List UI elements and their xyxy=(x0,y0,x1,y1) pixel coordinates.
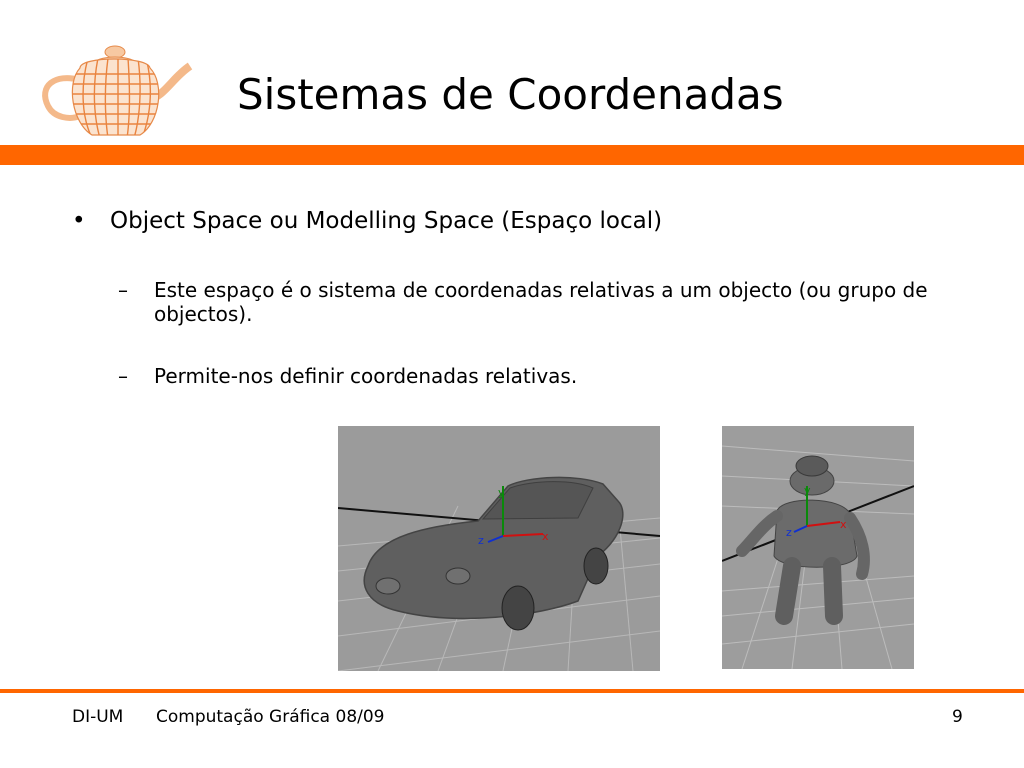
slide-title: Sistemas de Coordenadas xyxy=(237,70,784,119)
page-number: 9 xyxy=(952,707,963,727)
car-object-space-image xyxy=(338,426,660,671)
bullet-mark: • xyxy=(72,208,86,234)
car-z-axis-label: z xyxy=(478,534,484,547)
footer-organization: DI-UM xyxy=(72,707,124,727)
main-bullet-text: Object Space ou Modelling Space (Espaço local) xyxy=(110,208,663,234)
character-z-axis-label: z xyxy=(786,526,792,539)
sub-bullet-mark: – xyxy=(118,364,128,388)
footer-divider-bar xyxy=(0,689,1024,693)
character-object-space-image xyxy=(722,426,914,669)
footer-course: Computação Gráfica 08/09 xyxy=(156,707,385,727)
car-x-axis-label: x xyxy=(542,530,549,543)
teapot-wireframe-icon xyxy=(30,38,205,143)
sub-bullet-text: Permite-nos definir coordenadas relativas. xyxy=(154,364,578,388)
character-x-axis-label: x xyxy=(840,518,847,531)
sub-bullet-mark: – xyxy=(118,278,128,302)
car-y-axis-label: y xyxy=(498,486,505,499)
character-y-axis-label: y xyxy=(804,484,811,497)
title-divider-bar xyxy=(0,145,1024,165)
sub-bullet-text: Este espaço é o sistema de coordenadas relativas a um objecto (ou grupo de objectos). xyxy=(154,278,928,326)
